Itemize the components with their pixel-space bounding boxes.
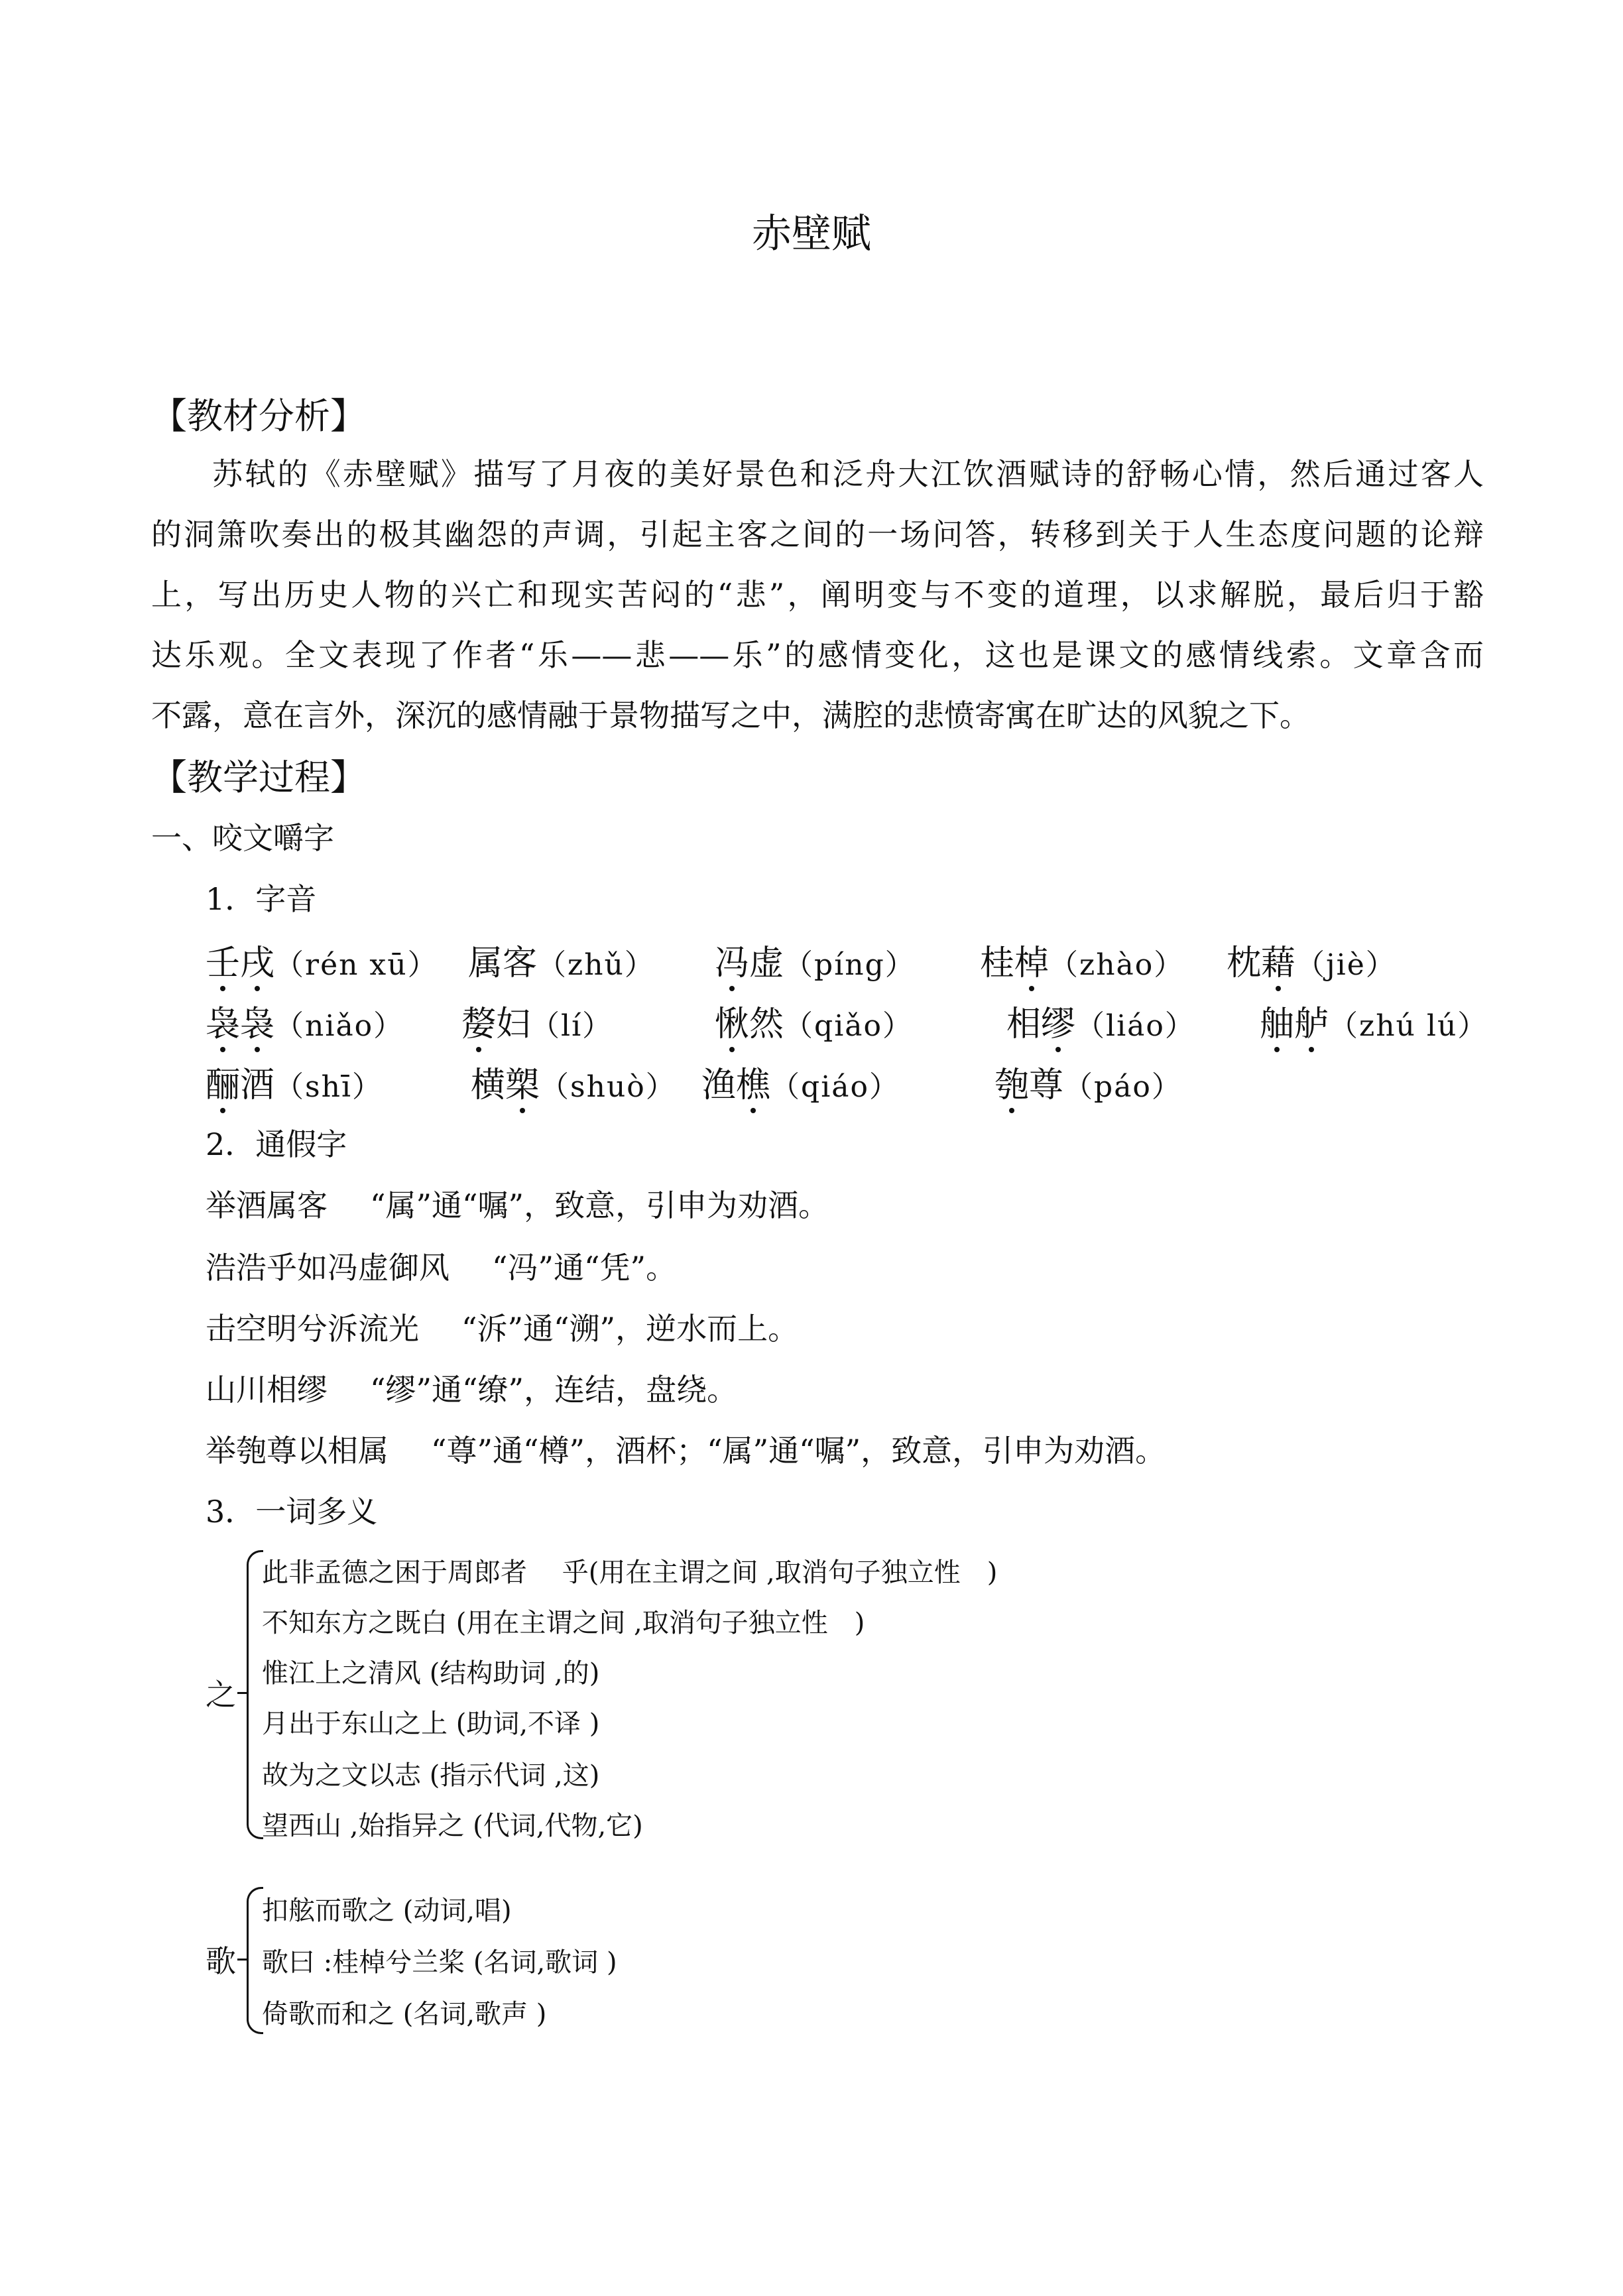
dotted-character: 袅 [240,996,274,1046]
paragraph-line: 不露，意在言外，深沉的感情融于景物描写之中，满腔的悲愤寄寓在旷达的风貌之下。 [151,697,1310,733]
character: 渔 [701,1065,737,1105]
dotted-character: 酾 [206,1057,240,1107]
pinyin: （shī） [274,1070,383,1104]
dotted-character: 槊 [505,1057,540,1107]
paragraph-line: 上，写出历史人物的兴亡和现实苦闷的“悲”，阐明变与不变的道理，以求解脱，最后归于豁 [151,577,1484,613]
pronunciation-item [701,1057,900,1107]
pronunciation-item [206,1057,383,1107]
brace-tip [237,1959,247,1961]
polysemy-example: 歌曰 :桂棹兮兰桨 (名词,歌词 ) [262,1947,617,1978]
character: 酒 [240,1065,275,1105]
pinyin: （qiáo） [770,1070,900,1104]
dotted-character: 嫠 [461,996,496,1046]
dotted-character: 袅 [206,996,240,1046]
polysemy-example: 故为之文以志 (指示代词 ,这) [262,1760,600,1791]
character: 属 [468,943,503,983]
polysemy-example: 月出于东山之上 (助词,不译 ) [262,1709,600,1739]
character: 妇 [496,1004,531,1044]
pronunciation-item [206,996,404,1046]
character: 枕 [1227,943,1262,983]
subheading-tongjia: 2．通假字 [206,1126,347,1162]
dotted-character: 愀 [715,996,749,1046]
character: 然 [749,1004,784,1044]
pinyin: （píng） [784,948,916,982]
pinyin: （liáo） [1075,1009,1195,1043]
pronunciation-item [994,1057,1182,1107]
polysemy-word: 歌 [206,1943,236,1979]
pinyin: （niǎo） [274,1009,404,1043]
polysemy-example: 不知东方之既白 (用在主谓之间 ,取消句子独立性 ) [262,1608,865,1638]
dotted-character: 藉 [1261,935,1295,985]
pronunciation-item [1260,996,1488,1046]
pronunciation-item [1006,996,1195,1046]
tongjia-item [206,1305,798,1349]
tongjia-item [206,1244,676,1288]
subheading-pronunciation: 1．字音 [206,881,317,917]
character: 虚 [749,943,784,983]
pronunciation-item [206,935,438,985]
pinyin: （zhú lú） [1329,1009,1488,1043]
pinyin: （shuò） [540,1070,676,1104]
dotted-character: 冯 [715,935,749,985]
tongjia-note: “属”通“嘱”，致意，引申为劝酒。 [370,1187,829,1223]
dotted-character: 匏 [994,1057,1029,1107]
polysemy-example: 望西山 ,始指异之 (代词,代物,它) [262,1811,643,1841]
tongjia-item [206,1366,737,1410]
section-heading-analysis: 【教材分析】 [151,395,366,437]
dotted-character: 舳 [1260,996,1294,1046]
polysemy-example: 惟江上之清风 (结构助词 ,的) [262,1658,600,1689]
subheading-polysemy: 3．一词多义 [206,1494,378,1530]
dotted-character: 壬 [206,935,240,985]
paragraph-line: 的洞箫吹奏出的极其幽怨的声调，引起主客之间的一场问答，转移到关于人生态度问题的论辩 [151,516,1484,552]
pronunciation-item [468,935,655,985]
polysemy-example: 倚歌而和之 (名词,歌声 ) [262,1999,547,2029]
page-title: 赤壁赋 [752,211,871,257]
polysemy-example: 此非孟德之困于周郎者 乎(用在主谓之间 ,取消句子独立性 ) [262,1557,998,1588]
part-heading: 一、咬文嚼字 [151,820,334,856]
character: 相 [1006,1004,1042,1044]
brace-tip [237,1692,247,1694]
tongjia-note: “尊”通“樽”，酒杯；“属”通“嘱”，致意，引申为劝酒。 [431,1433,1166,1469]
paragraph-line: 达乐观。全文表现了作者“乐——悲——乐”的感情变化，这也是课文的感情线索。文章含而 [151,637,1484,673]
pinyin: （rén xū） [274,948,438,982]
tongjia-phrase: 举酒属客 [206,1187,328,1223]
pronunciation-item [471,1057,676,1107]
tongjia-phrase: 浩浩乎如冯虚御风 [206,1250,450,1286]
tongjia-phrase: 山川相缪 [206,1372,328,1408]
dotted-character: 缪 [1041,996,1075,1046]
pinyin: （jiè） [1295,948,1396,982]
character: 桂 [980,943,1015,983]
polysemy-example: 扣舷而歌之 (动词,唱) [262,1896,512,1926]
brace-icon [247,1550,263,1839]
tongjia-note: “缪”通“缭”，连结，盘绕。 [370,1372,738,1408]
pinyin: （zhào） [1049,948,1185,982]
tongjia-note: “泝”通“溯”，逆水而上。 [461,1311,799,1347]
dotted-character: 舻 [1294,996,1329,1046]
tongjia-phrase: 举匏尊以相属 [206,1433,389,1469]
tongjia-item [206,1181,829,1225]
pronunciation-item [715,996,913,1046]
pinyin: （lí） [530,1009,613,1043]
pronunciation-item [980,935,1184,985]
pronunciation-item [1227,935,1396,985]
character: 横 [471,1065,506,1105]
section-heading-process: 【教学过程】 [151,756,366,798]
dotted-character: 棹 [1014,935,1049,985]
brace-icon [247,1887,263,2034]
character: 尊 [1029,1065,1064,1105]
pronunciation-item [715,935,916,985]
tongjia-phrase: 击空明兮泝流光 [206,1311,419,1347]
character: 客 [503,943,538,983]
dotted-character: 戌 [240,935,274,985]
analysis-paragraph [151,444,1484,746]
pinyin: （zhǔ） [537,948,655,982]
tongjia-note: “冯”通“凭”。 [492,1250,677,1286]
pinyin: （páo） [1063,1070,1182,1104]
tongjia-item [206,1427,1166,1471]
polysemy-word: 之 [206,1677,236,1713]
pronunciation-item [461,996,613,1046]
pinyin: （qiǎo） [784,1009,913,1043]
paragraph-line: 苏轼的《赤壁赋》描写了月夜的美好景色和泛舟大江饮酒赋诗的舒畅心情，然后通过客人 [212,456,1484,492]
dotted-character: 樵 [736,1057,770,1107]
